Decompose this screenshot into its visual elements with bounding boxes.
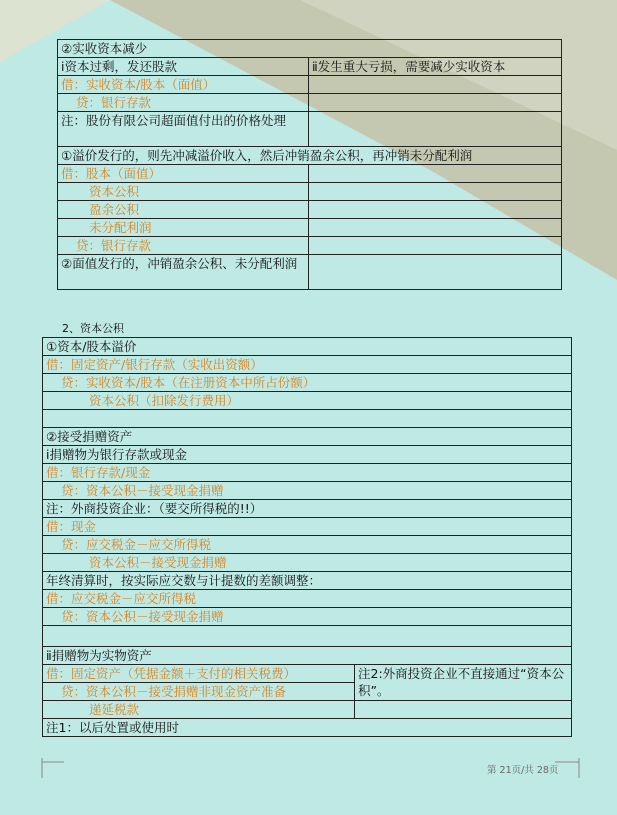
capital-reduction-table bbox=[57, 39, 562, 290]
subsection-title: ⅱ捐赠物为实物资产 bbox=[43, 647, 572, 665]
entry-line: 资本公积（扣除发行费用） bbox=[43, 392, 572, 410]
debit-entry: 借：固定资产（凭据金额＋支付的相关税费） bbox=[43, 665, 355, 683]
corner-mark-right bbox=[555, 758, 581, 780]
year-end-text: 年终清算时，按实际应交数与计提数的差额调整： bbox=[43, 572, 572, 590]
note-2-text: 注2:外商投资企业不直接通过“资本公积”。 bbox=[355, 665, 572, 701]
column-header-left: ⅰ资本过剩，发还股款 bbox=[58, 58, 309, 76]
debit-entry: 借：股本（面值） bbox=[58, 165, 309, 183]
empty-row bbox=[43, 410, 572, 428]
note-text: 注：股份有限公司超面值付出的价格处理 bbox=[58, 112, 309, 147]
credit-entry: 贷：银行存款 bbox=[58, 94, 309, 112]
premium-issue-text: ①溢价发行的，则先冲减溢价收入，然后冲销盈余公积，再冲销未分配利润 bbox=[58, 147, 562, 165]
note-1-text: 注1：以后处置或使用时 bbox=[43, 719, 572, 737]
entry-line: 资本公积 bbox=[58, 183, 309, 201]
column-header-right: ⅱ发生重大亏损，需要减少实收资本 bbox=[309, 58, 562, 76]
entry-line: 资本公积－接受现金捐赠 bbox=[43, 554, 572, 572]
debit-entry: 借：应交税金－应交所得税 bbox=[43, 590, 572, 608]
table-title: ②实收资本减少 bbox=[58, 40, 562, 58]
entry-line: 未分配利润 bbox=[58, 219, 309, 237]
entry-line: 递延税款 bbox=[43, 701, 355, 719]
debit-entry: 借：银行存款/现金 bbox=[43, 464, 572, 482]
credit-entry: 贷：资本公积－接受现金捐赠 bbox=[43, 608, 572, 626]
section-heading: 2、资本公积 bbox=[62, 322, 124, 335]
credit-entry: 贷：实收资本/股本（在注册资本中所占份额） bbox=[43, 374, 572, 392]
entry-line: 盈余公积 bbox=[58, 201, 309, 219]
note-text: 注：外商投资企业：（要交所得税的!!） bbox=[43, 500, 572, 518]
section-title: ②接受捐赠资产 bbox=[43, 428, 572, 446]
section-title: ①资本/股本溢价 bbox=[43, 338, 572, 356]
par-issue-text: ②面值发行的，冲销盈余公积、未分配利润 bbox=[58, 255, 309, 290]
empty-row bbox=[43, 626, 572, 647]
credit-entry: 贷：应交税金－应交所得税 bbox=[43, 536, 572, 554]
debit-entry: 借：固定资产/银行存款（实收出资额） bbox=[43, 356, 572, 374]
subsection-title: ⅰ捐赠物为银行存款或现金 bbox=[43, 446, 572, 464]
credit-entry: 贷：资本公积－接受捐赠非现金资产准备 bbox=[43, 683, 355, 701]
page-footer: 第 21页/共 28页 bbox=[487, 765, 559, 776]
credit-entry: 贷：银行存款 bbox=[58, 237, 309, 255]
credit-entry: 贷：资本公积－接受现金捐赠 bbox=[43, 482, 572, 500]
debit-entry: 借：实收资本/股本（面值） bbox=[58, 76, 309, 94]
corner-mark-left bbox=[40, 758, 66, 780]
debit-entry: 借：现金 bbox=[43, 518, 572, 536]
capital-reserve-table bbox=[42, 337, 572, 737]
